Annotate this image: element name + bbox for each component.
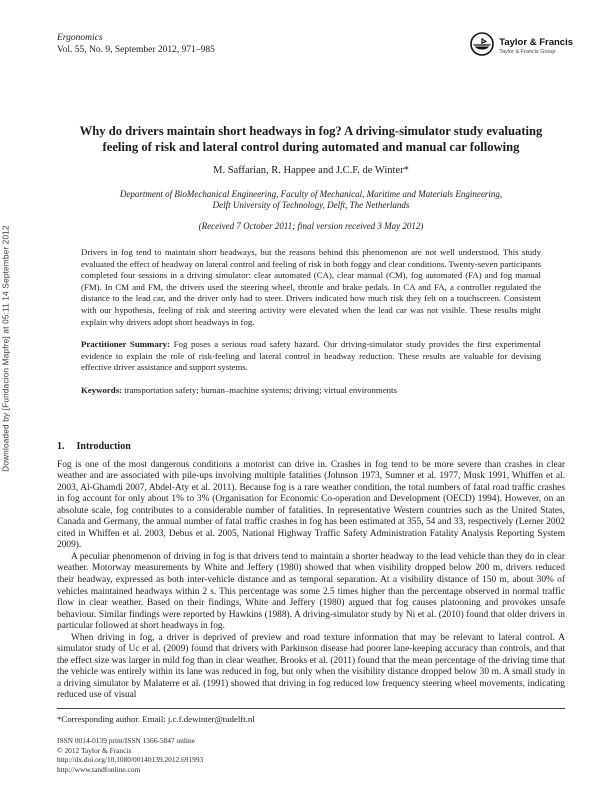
received-dates: (Received 7 October 2011; final version received 3 May 2012) xyxy=(198,221,424,231)
intro-paragraph-1: Fog is one of the most dangerous conditions a motorist can drive in. Crashes in fog tend to be more severe than crashes in clear weather and are associated with pile-ups involving multiple fatalities (Johnson 1973, Sumner et al. 1977, Musk 1991, Whiffen et al. 2003, Al-Ghamdi 2007, Abdel-Aty et al. 2011). Because fog is a rare weather condition, the total numbers of fatal road traffic crashes in fog account for only about 1% to 3% (Organisation for Economic Co-operation and Development (OECD) 1994). However, on an absolute scale, fog contributes to a considerable number of fatalities. In representative Western countries such as the United States, Canada and Germany, the annual number of fatal traffic crashes in fog has been estimated at 355, 54 and 33, respectively (Lerner 2002 cited in Whiffen et al. 2003, Debus et al. 2005, National Highway Traffic Safety Administration Fatality Analysis Reporting System 2009). xyxy=(57,459,565,551)
journal-info xyxy=(57,33,215,56)
copyright-line: © 2012 Taylor & Francis xyxy=(57,745,132,755)
taylor-francis-globe-icon xyxy=(469,31,495,62)
publisher-group: Taylor & Francis Group xyxy=(499,48,556,55)
doi-line: http://dx.doi.org/10.1080/00140139.2012.691993 xyxy=(57,755,204,765)
abstract-block xyxy=(81,247,541,397)
article-affiliation xyxy=(57,189,565,211)
keywords-text: transportation safety; human–machine systems; driving; virtual environments xyxy=(122,384,397,395)
section-1-title: Introduction xyxy=(76,440,131,452)
article-title: Why do drivers maintain short headways in fog? A driving-simulator study evaluating feeling of risk and lateral control during automated and manual car following xyxy=(79,124,543,154)
affiliation-line-1: Department of BioMechanical Engineering, Faculty of Mechanical, Maritime and Materials Engineering, xyxy=(119,189,503,199)
keywords-line xyxy=(81,385,541,397)
publisher-name: Taylor & Francis xyxy=(499,37,573,48)
section-1-number: 1. xyxy=(57,440,65,452)
corresponding-author-note: *Corresponding author. Email: j.c.f.dewinter@tudelft.nl xyxy=(57,714,255,724)
affiliation-line-2: Delft University of Technology, Delft, The Netherlands xyxy=(212,200,410,210)
abstract-text: Drivers in fog tend to maintain short headways, but the reasons behind this phenomenon are not well understood. This study evaluated the effect of headway on lateral control and feeling of risk in both foggy and clear conditions. Twenty-seven participants completed four sessions in a driving simulator: clear automated (CA), clear manual (CM), fog automated (FA) and fog manual (FM). In CM and FM, the drivers used the steering wheel, throttle and brake pedals. In CA and FA, a controller regulated the distance to the lead car, and the driver only had to steer. Drivers indicated how much risk they felt on a touchscreen. Consistent with our hypothesis, feeling of risk and steering activity were elevated when the lead car was not visible. These results might explain why drivers adopt short headways in fog. xyxy=(81,247,541,327)
keywords-label: Keywords: xyxy=(81,384,123,395)
footnote-divider xyxy=(57,708,565,709)
intro-paragraph-2: A peculiar phenomenon of driving in fog is that drivers tend to maintain a shorter headway to the lead vehicle than they do in clear weather. Motorway measurements by White and Jeffery (1980) showed that when visibility dropped below 200 m, drivers reduced their headway, expressed as both inter-vehicle distance and as temporal separation. At a visibility distance of 150 m, about 30% of vehicles maintained headways within 2 s. This percentage was some 2.5 times higher than the percentage observed in normal traffic flow in clear weather. Based on their findings, White and Jeffery (1980) argued that fog causes platooning and provokes unsafe behaviour. Similar findings were reported by Hawkins (1988). A driving-simulator study by Ni et al. (2010) found that older drivers in particular followed at short headways in fog. xyxy=(57,551,565,632)
issn-line: ISSN 0014-0139 print/ISSN 1366-5847 online xyxy=(57,736,195,745)
practitioner-summary xyxy=(81,339,541,374)
journal-issue-line: Vol. 55, No. 9, September 2012, 971–985 xyxy=(57,45,215,55)
download-stamp: Downloaded by [Fundacion Mapfre] at 05:11 14 September 2012 xyxy=(1,225,11,472)
page-content xyxy=(57,33,573,702)
publisher-logo xyxy=(469,31,573,62)
page-header xyxy=(57,33,573,62)
practitioner-summary-text: Fog poses a serious road safety hazard. Our driving-simulator study provides the first experimental evidence to explain the role of risk-feeling and lateral control in headway reduction. These results are valuable for devising effective driver assistance and support systems. xyxy=(81,339,541,373)
intro-paragraph-3: When driving in fog, a driver is deprived of preview and road texture information that may be relevant to lateral control. A simulator study of Uc et al. (2009) found that drivers with Parkinson disease had poorer lane-keeping accuracy than controls, and that the effect size was larger in mild fog than in clear weather. Brooks et al. (2011) found that the mean percentage of the driving time that the vehicle was entirely within its lane was reduced in fog, but only when the visibility distance dropped below 30 m. A small study in a driving simulator by Malaterre et al. (1991) showed that driving in fog reduced low frequency steering wheel movements, indicating reduced use of visual xyxy=(57,632,565,701)
website-line: http://www.tandfonline.com xyxy=(57,764,141,774)
page-footer xyxy=(57,708,565,774)
article-authors: M. Saffarian, R. Happee and J.C.F. de Winter* xyxy=(213,165,409,176)
publisher-logo-text xyxy=(499,38,573,55)
journal-title: Ergonomics xyxy=(57,33,103,43)
imprint-block xyxy=(57,736,565,774)
practitioner-summary-label: Practitioner Summary: xyxy=(81,339,170,350)
section-1-heading xyxy=(57,441,565,452)
